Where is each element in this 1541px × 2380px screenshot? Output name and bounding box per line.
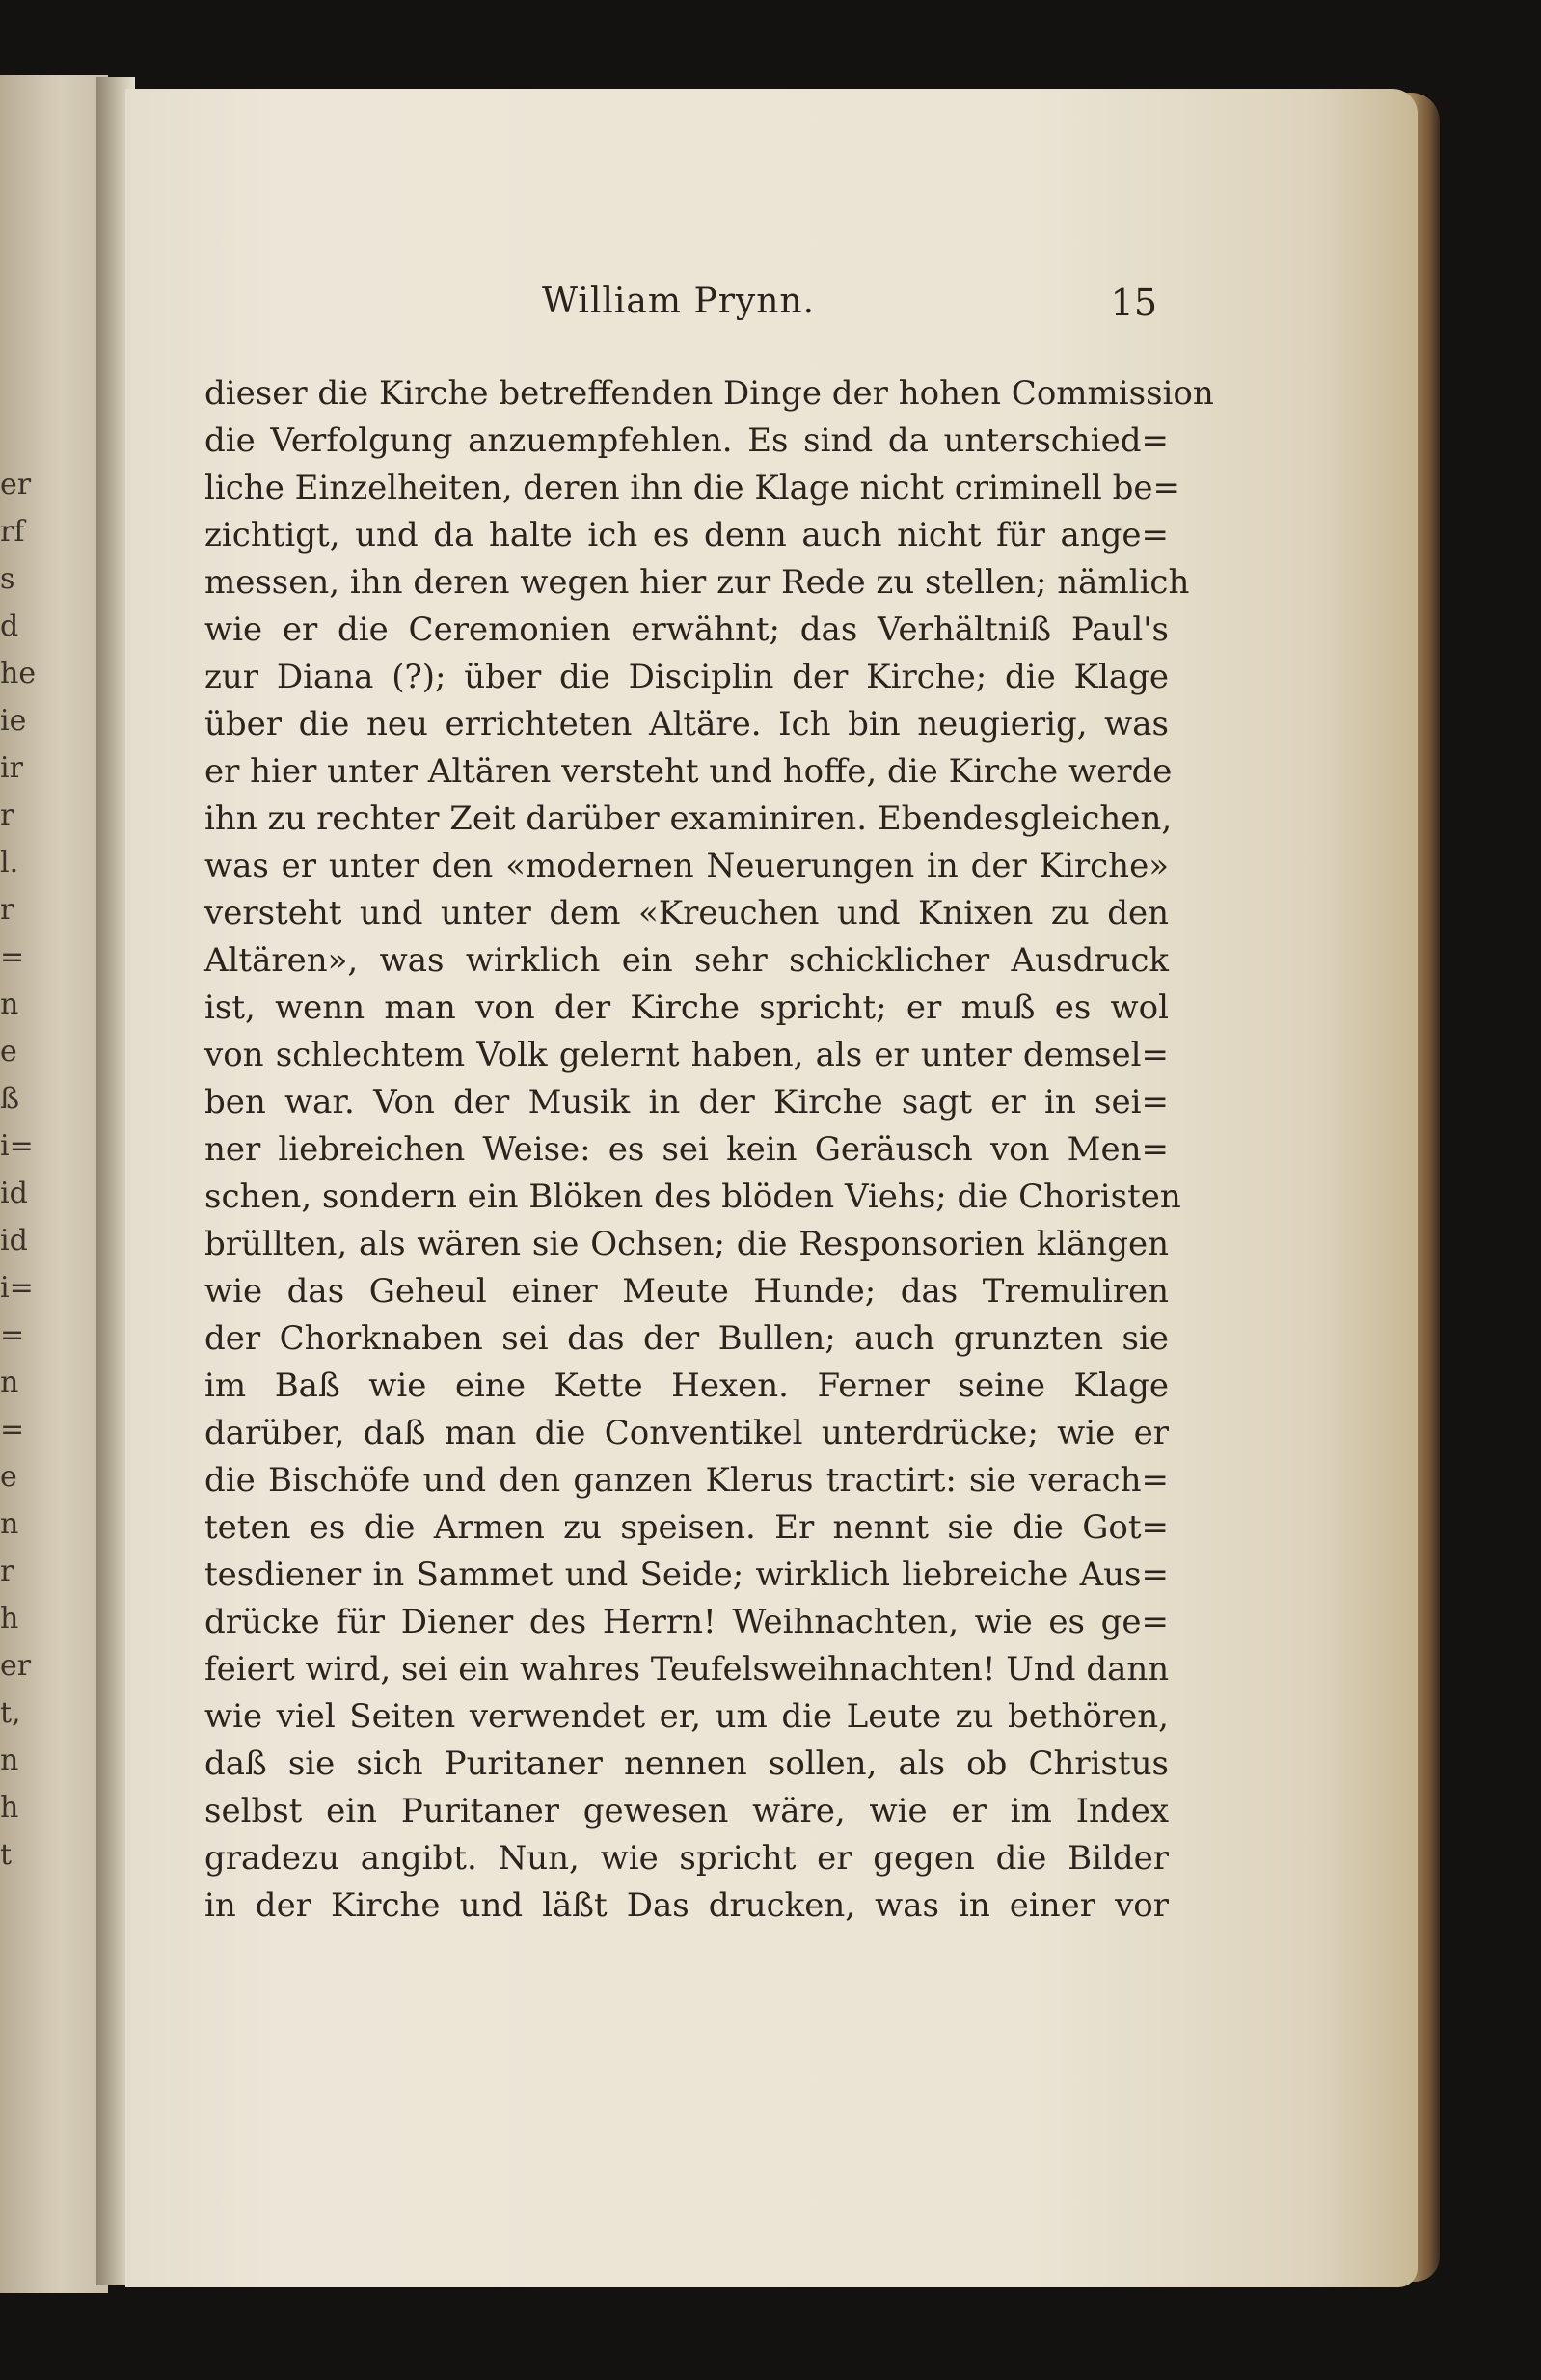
text-line: daß sie sich Puritaner nennen sollen, als ob Christus xyxy=(204,1744,1169,1783)
text-line: selbst ein Puritaner gewesen wäre, wie er im Index xyxy=(204,1792,1169,1830)
text-line: Altären», was wirklich ein sehr schicklicher Ausdruck xyxy=(204,941,1169,980)
previous-page-fragment: r xyxy=(0,798,14,832)
text-line: feiert wird, sei ein wahres Teufelsweihnachten! Und dann xyxy=(204,1650,1170,1689)
previous-page-fragment: e xyxy=(0,1460,17,1494)
previous-page-fragment: ß xyxy=(0,1082,20,1116)
previous-page-fragment: d xyxy=(0,609,19,643)
text-line: drücke für Diener des Herrn! Weihnachten, wie es ge= xyxy=(204,1603,1169,1641)
text-line: messen, ihn deren wegen hier zur Rede zu stellen; nämlich xyxy=(204,563,1190,602)
text-line: ben war. Von der Musik in der Kirche sagt er in sei= xyxy=(204,1083,1169,1122)
previous-page-fragment: s xyxy=(0,562,15,596)
previous-page-fragment: r xyxy=(0,1555,14,1588)
previous-page-fragment: h xyxy=(0,1791,19,1825)
previous-page-fragment: n xyxy=(0,987,19,1021)
text-line: was er unter den «modernen Neuerungen in der Kirche» xyxy=(204,847,1169,885)
text-line: im Baß wie eine Kette Hexen. Ferner seine Klage xyxy=(204,1366,1169,1405)
text-line: ner liebreichen Weise: es sei kein Geräusch von Men= xyxy=(204,1130,1169,1169)
previous-page-fragment: t xyxy=(0,1838,13,1872)
previous-page-fragment: rf xyxy=(0,515,25,549)
previous-page-text-fragments xyxy=(0,461,37,1879)
text-line: zichtigt, und da halte ich es denn auch nicht für ange= xyxy=(204,516,1169,554)
text-line: die Verfolgung anzuempfehlen. Es sind da unterschied= xyxy=(204,421,1169,460)
text-line: wie das Geheul einer Meute Hunde; das Tremuliren xyxy=(204,1272,1169,1311)
previous-page-fragment: l. xyxy=(0,846,19,879)
text-line: die Bischöfe und den ganzen Klerus tractirt: sie verach= xyxy=(204,1461,1169,1500)
previous-page-fragment: ir xyxy=(0,751,23,785)
text-line: der Chorknaben sei das der Bullen; auch grunzten sie xyxy=(204,1319,1169,1358)
previous-page-fragment: h xyxy=(0,1602,19,1636)
previous-page-fragment: n xyxy=(0,1507,19,1541)
previous-page-fragment: i= xyxy=(0,1129,34,1163)
previous-page-fragment: = xyxy=(0,940,25,974)
previous-page-fragment: id xyxy=(0,1176,28,1210)
text-line: darüber, daß man die Conventikel unterdrücke; wie er xyxy=(204,1414,1169,1452)
text-line: schen, sondern ein Blöken des blöden Viehs; die Choristen xyxy=(204,1177,1181,1216)
previous-page-fragment: ie xyxy=(0,704,27,738)
previous-page-fragment: i= xyxy=(0,1271,34,1305)
text-line: zur Diana (?); über die Disciplin der Kirche; die Klage xyxy=(204,658,1169,696)
previous-page-fragment: r xyxy=(0,893,14,927)
text-line: versteht und unter dem «Kreuchen und Knixen zu den xyxy=(204,894,1169,933)
page-header xyxy=(183,282,1157,339)
text-line: ihn zu rechter Zeit darüber examiniren. Ebendesgleichen, xyxy=(204,799,1173,838)
previous-page-fragment: = xyxy=(0,1318,25,1352)
previous-page-fragment: n xyxy=(0,1366,19,1399)
body-text xyxy=(204,370,1214,1930)
previous-page-fragment: = xyxy=(0,1413,25,1447)
previous-page-fragment: n xyxy=(0,1744,19,1777)
previous-page-edge xyxy=(0,75,108,2293)
text-line: brüllten, als wären sie Ochsen; die Responsorien klängen xyxy=(204,1225,1169,1263)
text-line: in der Kirche und läßt Das drucken, was in einer vor xyxy=(204,1886,1169,1925)
page-number: 15 xyxy=(1110,282,1157,324)
text-line: er hier unter Altären versteht und hoffe, die Kirche werde xyxy=(204,752,1173,791)
text-line: über die neu errichteten Altäre. Ich bin neugierig, was xyxy=(204,705,1169,744)
previous-page-fragment: he xyxy=(0,657,37,690)
text-line: gradezu angibt. Nun, wie spricht er gegen die Bilder xyxy=(204,1839,1169,1878)
text-line: ist, wenn man von der Kirche spricht; er muß es wol xyxy=(204,988,1169,1027)
text-line: teten es die Armen zu speisen. Er nennt sie die Got= xyxy=(204,1508,1169,1547)
text-line: dieser die Kirche betreffenden Dinge der hohen Commission xyxy=(204,374,1214,413)
previous-page-fragment: t, xyxy=(0,1696,21,1730)
previous-page-fragment: id xyxy=(0,1224,28,1258)
text-line: liche Einzelheiten, deren ihn die Klage nicht criminell be= xyxy=(204,469,1180,507)
previous-page-fragment: er xyxy=(0,1649,32,1683)
text-line: von schlechtem Volk gelernt haben, als er unter demsel= xyxy=(204,1036,1169,1074)
text-line: wie er die Ceremonien erwähnt; das Verhältniß Paul's xyxy=(204,610,1169,649)
text-line: wie viel Seiten verwendet er, um die Leute zu bethören, xyxy=(204,1697,1169,1736)
text-line: tesdiener in Sammet und Seide; wirklich liebreiche Aus= xyxy=(204,1555,1169,1594)
previous-page-fragment: er xyxy=(0,468,32,501)
previous-page-fragment: e xyxy=(0,1035,17,1068)
running-head: William Prynn. xyxy=(542,282,816,321)
